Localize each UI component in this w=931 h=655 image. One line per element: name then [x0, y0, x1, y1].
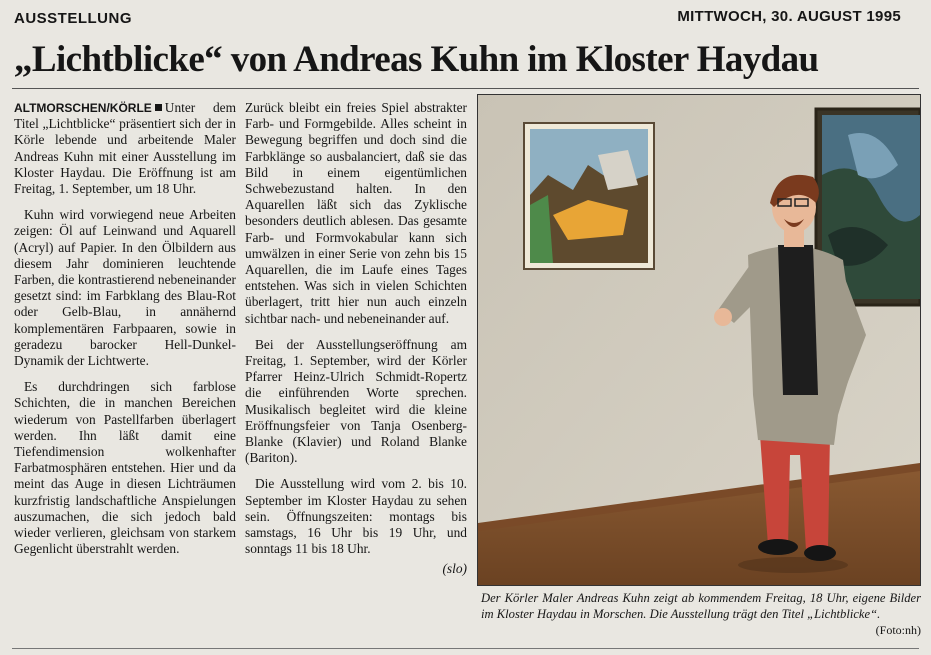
photo-caption	[481, 590, 921, 638]
author-signature: (slo)	[442, 561, 467, 577]
article-column-1	[14, 100, 236, 567]
dateline: MITTWOCH, 30. AUGUST 1995	[677, 8, 901, 25]
bottom-rule	[12, 648, 919, 649]
section-label: AUSSTELLUNG	[14, 10, 132, 27]
painting-left	[524, 123, 654, 269]
headline-rule	[12, 88, 919, 89]
photo-credit: (Foto:nh)	[875, 623, 921, 637]
headline: „Lichtblicke“ von Andreas Kuhn im Kloster Haydau	[14, 39, 819, 80]
article-paragraph: Zurück bleibt ein freies Spiel abstrakter Farb- und Formgebilde. Alles scheint in Bewegung begriffen und doch sind die Farbklänge so ausbalanciert, daß sie das Bild in einem eigentümlichen Schwebezustand halten. In den Aquarellen läßt sich das Zyklische besonders deutlich ablesen. Das gesamte Farb- und Formvokabular kann sich umwälzen in einer Serie von zehn bis 15 Aquarellen, die im Laufe eines Tages entstehen. Was sich in vielen Schichten überlagert, tritt hier nun auch einzeln sichtbar nach- und nebeneinander auf.	[245, 100, 467, 326]
square-bullet-icon	[155, 104, 162, 111]
article-paragraph: Es durchdringen sich farblose Schichten, die in manchen Bereichen wiederum von Pastellfarben überlagert werden. Ihn läßt damit eine Tiefendimension wolkenhafter Farbatmosphären entstehen. Hier und da meint das Auge in diesen Lichträumen kurzfristig landschaftliche Anspielungen auszumachen, die sich jedoch bald wieder verlieren, gleichsam von starkem Gegenlicht überstrahlt werden.	[14, 379, 236, 557]
caption-text: Der Körler Maler Andreas Kuhn zeigt ab kommendem Freitag, 18 Uhr, eigene Bilder im Kloster Haydau in Morschen. Die Ausstellung trägt den Titel „Lichtblicke“.	[481, 591, 921, 621]
article-paragraph: ALTMORSCHEN/KÖRLE Unter dem Titel „Lichtblicke“ präsentiert sich der in Körle lebende und arbeitende Maler Andreas Kuhn mit einer Ausstellung im Kloster Haydau. Die Eröffnung ist am Freitag, 1. September, um 18 Uhr.	[14, 100, 236, 197]
article-dateline: ALTMORSCHEN/KÖRLE	[14, 101, 152, 115]
article-paragraph: Kuhn wird vorwiegend neue Arbeiten zeigen: Öl auf Leinwand und Aquarell (Acryl) auf Papier. In den Ölbildern aus diesem Jahr dominieren leuchtende Farben, die kontrastierend nebeneinander gesetzt sind: im Farbklang des Blau-Rot oder Gelb-Blau, in annähernd komplementären Farbpaaren, sowie in geradezu barocker Hell-Dunkel-Dynamik der Lichtwerte.	[14, 207, 236, 369]
article-paragraph: Die Ausstellung wird vom 2. bis 10. September im Kloster Haydau zu sehen sein. Öffnungszeiten: montags bis samstags, 16 Uhr bis 19 Uhr, und sonntags 11 bis 18 Uhr.	[245, 476, 467, 557]
article-column-2	[245, 100, 467, 578]
article-paragraph: Bei der Ausstellungseröffnung am Freitag, 1. September, wird der Körler Pfarrer Heinz-Ulrich Schmidt-Ropertz die einführenden Worte sprechen. Musikalisch begleitet wird die kleine Eröffnungsfeier von Tanja Osenberg-Blanke (Klavier) und Roland Blanke (Bariton).	[245, 336, 467, 466]
artist-photo	[477, 94, 921, 586]
